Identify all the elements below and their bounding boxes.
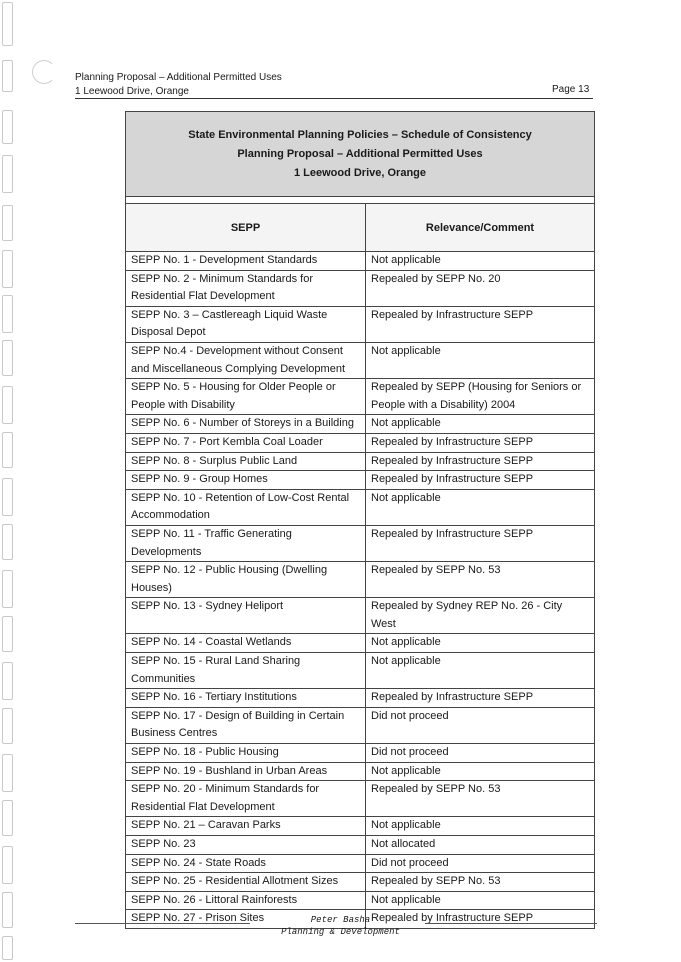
comment-cell: Did not proceed [371,746,449,759]
table-row [126,271,594,307]
binder-mark [2,936,13,960]
binder-mark [2,386,13,424]
binder-mark [2,570,13,608]
comment-cell: Not applicable [371,417,441,430]
binder-mark [2,662,13,700]
table-row [126,855,594,874]
sepp-cell: SEPP No. 17 - Design of Building in Certain Business Centres [126,708,366,743]
table-row [126,598,594,634]
sepp-cell: SEPP No. 16 - Tertiary Institutions [126,689,366,707]
comment-cell: Not applicable [371,491,441,504]
table-title-line-3: 1 Leewood Drive, Orange [293,166,427,179]
sepp-cell: SEPP No. 1 - Development Standards [126,252,366,270]
table-row [126,379,594,415]
comment-cell: Not allocated [371,838,436,850]
sepp-cell: SEPP No. 9 - Group Homes [126,471,366,489]
sepp-cell: SEPP No. 10 - Retention of Low-Cost Rental Accommodation [126,490,366,525]
sepp-cell: SEPP No. 13 - Sydney Heliport [126,598,366,633]
binder-mark [2,800,13,836]
table-spacer [126,197,594,204]
column-header-row [126,204,594,252]
comment-cell: Did not proceed [371,856,449,869]
footer-company: Planning & Development [281,927,400,937]
column-header-comment: Relevance/Comment [425,221,535,234]
sepp-cell: SEPP No. 5 - Housing for Older People or People with Disability [126,379,366,414]
comment-cell: Repealed by Infrastructure SEPP [371,473,534,486]
sepp-cell: SEPP No. 18 - Public Housing [126,744,366,762]
table-body [126,252,594,928]
comment-cell: Repealed by Infrastructure SEPP [371,435,534,448]
binder-mark [2,340,13,376]
binder-mark [2,110,13,144]
table-row [126,836,594,855]
sepp-cell: SEPP No. 23 [126,836,366,854]
sepp-cell: SEPP No. 15 - Rural Land Sharing Communities [126,653,366,688]
binder-mark [2,754,13,792]
page-number: Page 13 [552,84,590,95]
table-title-block [126,112,594,197]
sepp-cell: SEPP No. 21 – Caravan Parks [126,817,366,835]
sepp-cell: SEPP No. 26 - Littoral Rainforests [126,892,366,910]
table-row [126,653,594,689]
consistency-table [125,111,595,929]
binder-mark [2,155,13,193]
table-row [126,453,594,472]
binder-mark [2,432,13,468]
binder-mark [2,60,13,92]
header-title: Planning Proposal – Additional Permitted Uses [75,72,282,83]
comment-cell: Repealed by SEPP No. 20 [371,272,501,285]
binder-mark [2,478,13,516]
table-row [126,490,594,526]
binder-mark [2,708,13,744]
comment-cell: Repealed by Infrastructure SEPP [371,527,534,540]
binder-mark [2,205,13,241]
sepp-cell: SEPP No. 11 - Traffic Generating Developments [126,526,366,561]
comment-cell: Repealed by Infrastructure SEPP [371,691,534,704]
comment-cell: Repealed by Infrastructure SEPP [371,912,534,925]
sepp-cell: SEPP No. 6 - Number of Storeys in a Building [126,415,366,433]
table-row [126,763,594,782]
table-row [126,343,594,379]
comment-cell: Repealed by Infrastructure SEPP [371,308,534,321]
sepp-cell: SEPP No. 24 - State Roads [126,855,366,873]
table-title-line-1: State Environmental Planning Policies – Schedule of Consistency [188,128,532,141]
table-row [126,689,594,708]
comment-cell: Repealed by Sydney REP No. 26 - City West [371,600,563,630]
table-row [126,252,594,271]
table-row [126,307,594,343]
binder-mark [2,524,13,560]
table-row [126,817,594,836]
comment-cell: Did not proceed [371,709,449,722]
binder-mark [2,2,13,46]
sepp-cell: SEPP No. 27 - Prison Sites [126,910,366,928]
comment-cell: Repealed by SEPP No. 53 [371,564,501,577]
comment-cell: Not applicable [371,893,441,906]
table-row [126,781,594,817]
table-row [126,708,594,744]
binder-mark [2,616,13,652]
comment-cell: Not applicable [371,344,441,357]
comment-cell: Repealed by SEPP No. 53 [371,783,501,796]
table-row [126,892,594,911]
table-row [126,415,594,434]
table-row [126,634,594,653]
comment-cell: Repealed by Infrastructure SEPP [371,454,534,467]
sepp-cell: SEPP No. 8 - Surplus Public Land [126,453,366,471]
table-row [126,562,594,598]
sepp-cell: SEPP No. 2 - Minimum Standards for Residential Flat Development [126,271,366,306]
comment-cell: Not applicable [371,819,441,832]
sepp-cell: SEPP No. 7 - Port Kembla Coal Loader [126,434,366,452]
comment-cell: Repealed by SEPP (Housing for Seniors or People with a Disability) 2004 [371,381,582,411]
punch-hole-mark [32,60,56,84]
table-row [126,526,594,562]
table-row [126,873,594,892]
comment-cell: Not applicable [371,655,441,668]
sepp-cell: SEPP No. 25 - Residential Allotment Sizes [126,873,366,891]
sepp-cell: SEPP No. 20 - Minimum Standards for Residential Flat Development [126,781,366,816]
comment-cell: Not applicable [371,636,441,649]
binder-mark [2,250,13,288]
sepp-cell: SEPP No. 14 - Coastal Wetlands [126,634,366,652]
comment-cell: Not applicable [371,764,441,777]
table-row [126,434,594,453]
sepp-cell: SEPP No. 3 – Castlereagh Liquid Waste Disposal Depot [126,307,366,342]
table-title-line-2: Planning Proposal – Additional Permitted Uses [237,147,483,160]
sepp-cell: SEPP No. 19 - Bushland in Urban Areas [126,763,366,781]
comment-cell: Not applicable [371,254,441,266]
header-address: 1 Leewood Drive, Orange [75,86,189,97]
table-row [126,744,594,763]
sepp-cell: SEPP No. 12 - Public Housing (Dwelling Houses) [126,562,366,597]
header-rule [75,98,593,99]
binder-mark [2,295,13,333]
table-row [126,471,594,490]
footer-name: Peter Basha [310,915,371,925]
column-header-sepp: SEPP [126,204,366,251]
sepp-cell: SEPP No.4 - Development without Consent and Miscellaneous Complying Development [126,343,366,378]
comment-cell: Repealed by SEPP No. 53 [371,875,501,888]
binder-mark [2,846,13,884]
